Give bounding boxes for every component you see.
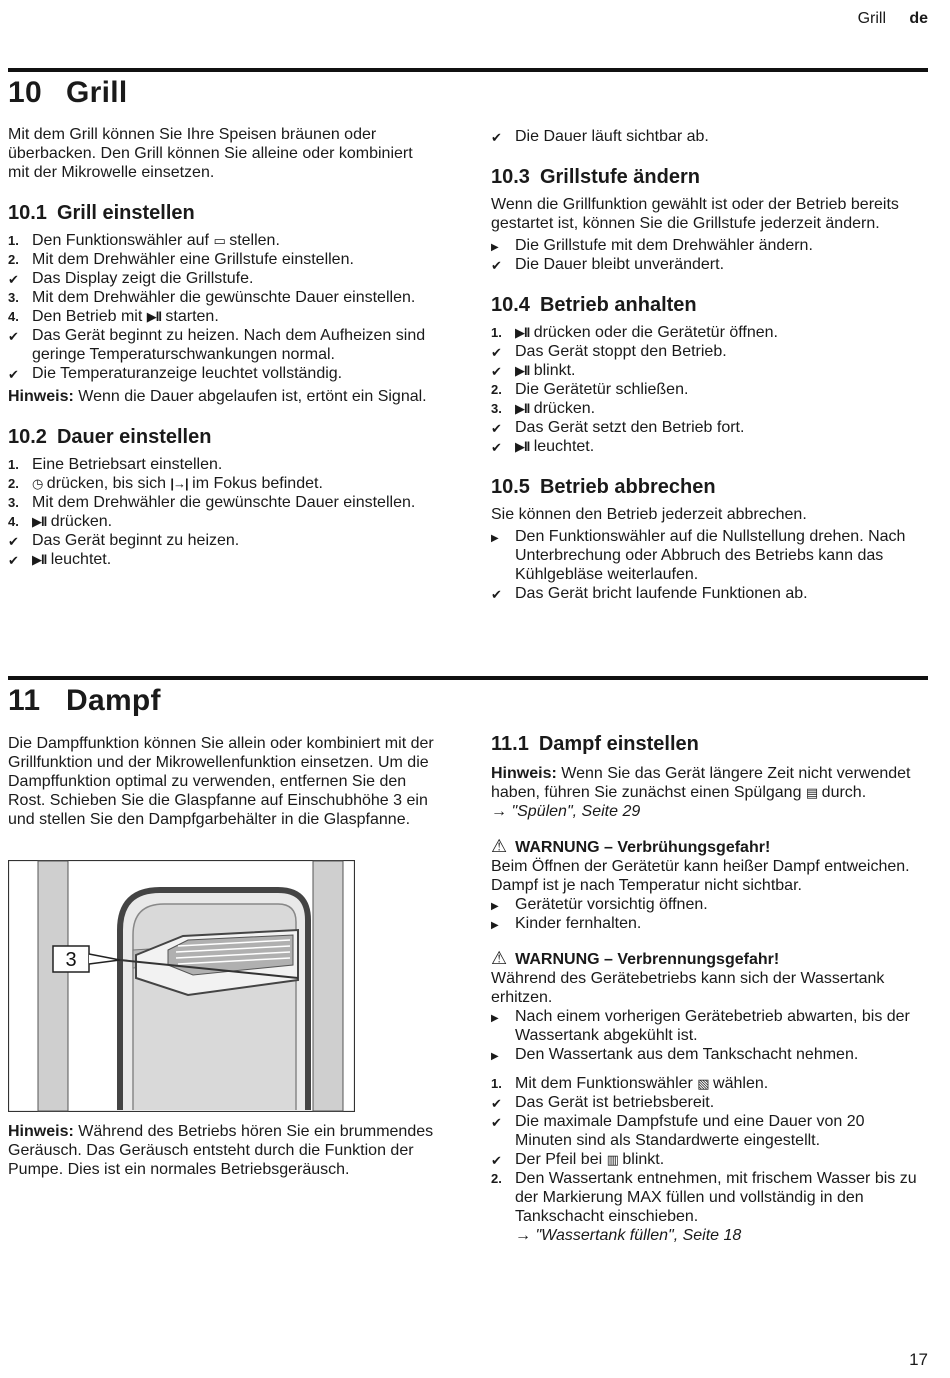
shelf-level-label: 3 bbox=[65, 949, 77, 971]
running-header-language: de bbox=[909, 10, 928, 27]
section-11-1-steps bbox=[491, 1074, 921, 1245]
result: ✔ Das Gerät setzt den Betrieb fort. bbox=[491, 419, 745, 436]
check-icon: ✔ bbox=[8, 553, 19, 568]
check-icon: ✔ bbox=[491, 1115, 502, 1130]
start-pause-icon: ▶ll bbox=[515, 325, 530, 340]
check-icon: ✔ bbox=[491, 1153, 502, 1168]
arrow-right-icon: ▶ bbox=[491, 533, 499, 544]
step: 2. ◷ drücken, bis sich |→| im Fokus befindet. bbox=[8, 475, 323, 492]
section-10-1-heading: 10.1 Grill einstellen bbox=[8, 202, 195, 224]
result: ✔ ▶ll blinkt. bbox=[491, 362, 576, 379]
step: 1. Den Funktionswähler auf ▭ stellen. bbox=[8, 232, 280, 249]
check-icon: ✔ bbox=[491, 421, 502, 436]
section-10-1-steps bbox=[8, 231, 438, 383]
section-10-2-continued bbox=[491, 127, 921, 146]
warning-title: ⚠ WARNUNG – Verbrühungsgefahr! bbox=[491, 836, 771, 856]
section-11-1-note: Hinweis: Wenn Sie das Gerät längere Zeit nicht verwendet haben, führen Sie zunächst einen Spülgang ▤ durch. bbox=[491, 765, 911, 801]
step: 2. Den Wassertank entnehmen, mit frischem Wasser bis zu der Markierung MAX füllen und vollständig in den Tankschacht einschieben. bbox=[491, 1170, 917, 1225]
ch11-intro: Die Dampffunktion können Sie allein oder kombiniert mit der Grillfunktion und der Mikrowellenfunktion einsetzen. Um die Dampffunktion optimal zu verwenden, entfernen Sie den Rost. Schieben Sie die Glaspfanne auf Einschubhöhe 3 ein und stellen Sie den Dampfgarbehälter in die Glaspfanne. bbox=[8, 735, 434, 828]
result: ✔ Das Gerät bricht laufende Funktionen ab. bbox=[491, 585, 808, 602]
step: 2. Die Gerätetür schließen. bbox=[491, 381, 689, 398]
cross-reference[interactable]: → "Wassertank füllen", Seite 18 bbox=[515, 1227, 742, 1244]
oven-wall-right bbox=[313, 861, 343, 1111]
check-icon: ✔ bbox=[491, 364, 502, 379]
arrow-right-icon: ▶ bbox=[491, 1013, 499, 1024]
arrow-ref-icon: → bbox=[491, 803, 507, 820]
ch10-right-column bbox=[491, 127, 921, 603]
result: ✔ Die maximale Dampfstufe und eine Dauer von 20 Minuten sind als Standardwerte eingestellt. bbox=[491, 1113, 865, 1149]
check-icon: ✔ bbox=[8, 272, 19, 287]
section-10-2-heading: 10.2 Dauer einstellen bbox=[8, 426, 212, 448]
arrow-right-icon: ▶ bbox=[491, 242, 499, 253]
section-11-1-heading: 11.1 Dampf einstellen bbox=[491, 733, 699, 755]
section-10-3-actions bbox=[491, 236, 921, 274]
ch11-left-column bbox=[8, 734, 438, 829]
check-icon: ✔ bbox=[491, 587, 502, 602]
result: ✔ Das Display zeigt die Grillstufe. bbox=[8, 270, 254, 287]
running-header-section: Grill bbox=[857, 10, 886, 27]
check-icon: ✔ bbox=[8, 534, 19, 549]
result: ✔ Die Dauer bleibt unverändert. bbox=[491, 256, 725, 273]
result: ✔ ▶ll leuchtet. bbox=[8, 551, 112, 568]
section-10-5-text: Sie können den Betrieb jederzeit abbrechen. bbox=[491, 506, 807, 523]
start-pause-icon: ▶ll bbox=[32, 514, 47, 529]
arrow-right-icon: ▶ bbox=[491, 1051, 499, 1062]
chapter-10-heading: 10 Grill bbox=[8, 76, 128, 109]
check-icon: ✔ bbox=[491, 258, 502, 273]
start-pause-icon: ▶ll bbox=[515, 439, 530, 454]
ch11-right-column bbox=[491, 735, 921, 1245]
clock-icon: ◷ bbox=[32, 476, 43, 491]
action: ▶ Die Grillstufe mit dem Drehwähler ändern. bbox=[491, 236, 921, 255]
step: 4. ▶ll drücken. bbox=[8, 513, 113, 530]
grill-mode-icon: ▭ bbox=[213, 233, 225, 248]
rinse-icon: ▤ bbox=[805, 785, 818, 800]
result: ✔ Das Gerät beginnt zu heizen. Nach dem Aufheizen sind geringe Temperaturschwankungen normal. bbox=[8, 327, 426, 363]
check-icon: ✔ bbox=[491, 130, 502, 145]
step: 1. ▶ll drücken oder die Gerätetür öffnen. bbox=[491, 324, 778, 341]
chapter-rule bbox=[8, 68, 928, 72]
section-10-5-actions bbox=[491, 527, 921, 603]
chapter-rule bbox=[8, 676, 928, 680]
ch10-intro: Mit dem Grill können Sie Ihre Speisen bräunen oder überbacken. Den Grill können Sie alleine oder kombiniert mit der Mikrowelle einsetzen. bbox=[8, 126, 413, 181]
result: ✔ Das Gerät ist betriebsbereit. bbox=[491, 1094, 715, 1111]
action: ▶ Kinder fernhalten. bbox=[491, 914, 921, 933]
section-10-1-note: Hinweis: Wenn die Dauer abgelaufen ist, ertönt ein Signal. bbox=[8, 388, 427, 405]
start-pause-icon: ▶ll bbox=[515, 363, 530, 378]
result: ✔ Die Temperaturanzeige leuchtet vollständig. bbox=[8, 365, 343, 382]
start-pause-icon: ▶ll bbox=[515, 401, 530, 416]
start-pause-icon: ▶ll bbox=[32, 552, 47, 567]
start-pause-icon: ▶ll bbox=[146, 309, 161, 324]
section-10-5-heading: 10.5 Betrieb abbrechen bbox=[491, 476, 716, 498]
warning-actions bbox=[491, 1007, 921, 1064]
warning-text: Während des Gerätebetriebs kann sich der Wassertank erhitzen. bbox=[491, 970, 885, 1006]
warning-title: ⚠ WARNUNG – Verbrennungsgefahr! bbox=[491, 948, 780, 968]
result: ✔ ▶ll leuchtet. bbox=[491, 438, 595, 455]
water-tank-icon: ▥ bbox=[606, 1152, 618, 1167]
check-icon: ✔ bbox=[491, 345, 502, 360]
step: 3. ▶ll drücken. bbox=[491, 400, 596, 417]
ch11-left-note bbox=[8, 1122, 438, 1179]
warning-actions bbox=[491, 895, 921, 933]
steam-mode-icon: ▧ bbox=[697, 1076, 709, 1091]
step: 4. Den Betrieb mit ▶ll starten. bbox=[8, 308, 219, 325]
warning-text: Beim Öffnen der Gerätetür kann heißer Dampf entweichen. Dampf ist je nach Temperatur nicht sichtbar. bbox=[491, 858, 910, 894]
section-10-4-steps bbox=[491, 323, 921, 456]
step: 2. Mit dem Drehwähler eine Grillstufe einstellen. bbox=[8, 251, 354, 268]
ch10-left-column bbox=[8, 125, 438, 569]
action: ▶ Den Funktionswähler auf die Nullstellung drehen. Nach Unterbrechung oder Abbruch des Betriebs kann das Kühlgebläse weiterlaufen. bbox=[491, 528, 906, 583]
cross-reference[interactable]: → "Spülen", Seite 29 bbox=[491, 803, 641, 820]
page-number: 17 bbox=[909, 1350, 928, 1369]
section-10-3-heading: 10.3 Grillstufe ändern bbox=[491, 166, 700, 188]
action: ▶ Nach einem vorherigen Gerätebetrieb abwarten, bis der Wassertank abgekühlt ist. bbox=[491, 1008, 910, 1044]
ch11-note: Hinweis: Während des Betriebs hören Sie ein brummendes Geräusch. Das Geräusch entsteht durch die Funktion der Pumpe. Dies ist ein normales Betriebsgeräusch. bbox=[8, 1123, 434, 1178]
section-10-2-steps bbox=[8, 455, 438, 569]
result: ✔ Die Dauer läuft sichtbar ab. bbox=[491, 128, 709, 145]
action: ▶ Gerätetür vorsichtig öffnen. bbox=[491, 895, 921, 914]
step: 3. Mit dem Drehwähler die gewünschte Dauer einstellen. bbox=[8, 289, 416, 306]
check-icon: ✔ bbox=[491, 1096, 502, 1111]
check-icon: ✔ bbox=[491, 440, 502, 455]
check-icon: ✔ bbox=[8, 329, 19, 344]
step: 1. Eine Betriebsart einstellen. bbox=[8, 456, 223, 473]
arrow-ref-icon: → bbox=[515, 1227, 531, 1244]
arrow-right-icon: ▶ bbox=[491, 901, 499, 912]
result: ✔ Das Gerät beginnt zu heizen. bbox=[8, 532, 240, 549]
section-10-4-heading: 10.4 Betrieb anhalten bbox=[491, 294, 697, 316]
action: ▶ Den Wassertank aus dem Tankschacht nehmen. bbox=[491, 1045, 921, 1064]
arrow-right-icon: ▶ bbox=[491, 920, 499, 931]
section-10-3-text: Wenn die Grillfunktion gewählt ist oder der Betrieb bereits gestartet ist, können Sie die Grillstufe jederzeit ändern. bbox=[491, 196, 899, 232]
result: ✔ Der Pfeil bei ▥ blinkt. bbox=[491, 1151, 665, 1168]
chapter-11-heading: 11 Dampf bbox=[8, 684, 161, 717]
step: 1. Mit dem Funktionswähler ▧ wählen. bbox=[491, 1075, 769, 1092]
duration-icon: |→| bbox=[170, 476, 188, 491]
step: 3. Mit dem Drehwähler die gewünschte Dauer einstellen. bbox=[8, 494, 416, 511]
result: ✔ Das Gerät stoppt den Betrieb. bbox=[491, 343, 727, 360]
check-icon: ✔ bbox=[8, 367, 19, 382]
oven-wall-left bbox=[38, 861, 68, 1111]
oven-shelf-illustration bbox=[8, 860, 355, 1112]
warning-icon: ⚠ bbox=[491, 836, 508, 856]
warning-icon: ⚠ bbox=[491, 948, 508, 968]
